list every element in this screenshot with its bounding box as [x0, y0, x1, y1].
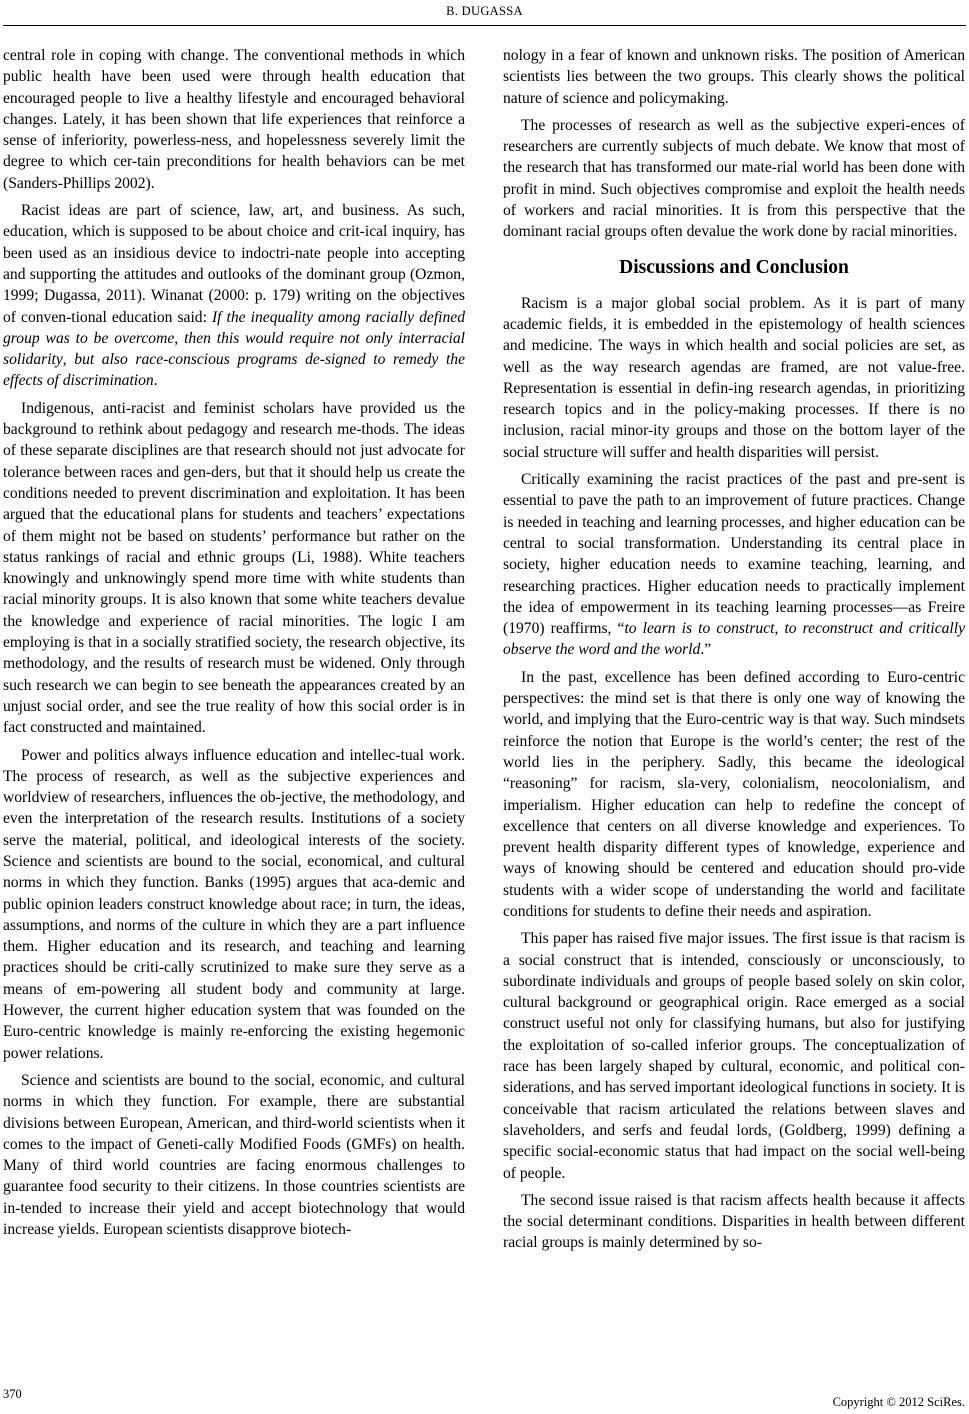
punctuation: , [774, 620, 785, 638]
paragraph [3, 200, 465, 392]
quote-italic: then this would require not only interracial solidarity [3, 329, 465, 369]
right-column [503, 45, 965, 1254]
punctuation: , [174, 329, 185, 347]
page-number: 370 [3, 1387, 22, 1401]
paragraph: Racism is a major global social problem. As it is part of many academic fields, it is embedded in the epistemology of health sciences and medicine. The ways in which health and social policies are set, as well as the way research agendas are framed, are not value-free. Representation is essential in defin-ing research agendas, in prioritizing research topics and in the policy-making processes. If there is no inclusion, racial minor-ity groups and those on the bottom layer of the social structure will suffer and health disparities will persist. [503, 294, 965, 461]
quote-italic: to reconstruct and critically observe the word and the world [503, 620, 965, 659]
paragraph: Science and scientists are bound to the social, economic, and cultural norms in which they function. For example, there are substantial divisions between European, American, and third-world scientists when it comes to the impact of Geneti-cally Modified Foods (GMFs) on health. Many of third world countries are facing enormous challenges to guarantee food security to their citizens. In those countries scientists are in-tended to increase their yield and accept biotechnology that would increase yields. European scientists disapprove biotech- [3, 1071, 465, 1239]
paragraph: nology in a fear of known and unknown risks. The position of American scientists lies between the two groups. This clearly shows the political nature of science and policymaking. [503, 47, 965, 107]
punctuation: .” [700, 641, 712, 659]
punctuation: , [62, 351, 75, 369]
section-heading: Discussions and Conclusion [619, 256, 849, 278]
paragraph: Indigenous, anti-racist and feminist scholars have provided us the background to rethink about pedagogy and research me-thods. The ideas of these separate disciplines are that research should not just advocate for tolerance between races and gen-ders, but that it should help us create the conditions needed to prevent discrimination and exploitation. It has been argued that the educational plans for students and teachers’ expectations of them might not be based on students’ performance but rather on the status rankings of racial and ethnic groups (Li, 1988). White teachers knowingly and unknowingly spend more time with white students than racial minority groups. It is also known that some white teachers devalue the knowledge and experience of racial minorities. The logic I am employing is that in a socially stratified society, the research objective, its methodology, and the results of research must be widened. Only through such research we can begin to see beneath the appearances created by an unjust social order, and see the true reality of how this social order is in fact constructed and maintained. [3, 399, 465, 737]
paragraph: In the past, excellence has been defined according to Euro-centric perspectives: the mind set is that there is only one way of knowing the world, and implying that the Euro-centric way is that way. Such mindsets reinforce the notion that Europe is the world’s center; the rest of the world lies in the periphery. Sadly, this became the ideological “reasoning” for racism, sla-very, colonialism, neocolonialism, and imperialism. Higher education can help to redefine the concept of excellence that centers on all diverse knowledge and experiences. To prevent health disparity different types of knowledge, experience and ways of knowing should be centered and education should pro-vide students with a wider scope of understanding the world and facilitate conditions for students to define their needs and aspiration. [503, 668, 965, 920]
paragraph-text: Racist ideas are part of science, law, art, and business. As such, education, which is supposed to be about choice and crit-ical inquiry, has been used as an insidious device to indoctri-nate people into accepting and supporting the attitudes and outlooks of the dominant group (Ozmon, 1999; Dugassa, 2011). Winanat (2000: p. 179) writing on the objectives of conven-tional education said: [3, 202, 465, 326]
copyright-notice: Copyright © 2012 SciRes. [832, 1395, 965, 1409]
paragraph-text: Critically examining the racist practices of the past and pre-sent is essential to pave the path to an improvement of future practices. Change is needed in teaching and learning processes, and higher education can be central to social transformation. Understanding its central place in society, higher education needs to examine teaching, learning, and researching practices. Higher education needs to practically implement the idea of empowerment in its teaching learning processes—as Freire (1970) reaffirms, “ [503, 471, 965, 638]
quote-italic: If the inequality among racially defined group was to be overcome [3, 308, 465, 347]
punctuation: . [153, 372, 158, 390]
paragraph [503, 469, 965, 661]
paragraph: The processes of research as well as the subjective experi-ences of researchers are currently subjects of much debate. We know that most of the research that has transformed our mate-rial world has been done with profit in mind. Such objectives compromise and exploit the health needs of workers and racial minorities. It is from this perspective that the dominant racial groups often devalue the work done by racial minorities. [503, 116, 965, 241]
header-rule [3, 25, 966, 26]
paragraph: The second issue raised is that racism affects health because it affects the social determinant conditions. Disparities in health between different racial groups is mainly determined by so- [503, 1191, 965, 1252]
quote-italic: but also race-conscious programs de-signed to remedy the effects of discrimination [3, 351, 465, 390]
quote-italic: to learn is to construct [624, 620, 775, 638]
paragraph: This paper has raised five major issues. The first issue is that racism is a social construct that is intended, consciously or unconsciously, to subordinate individuals and groups of people based solely on skin color, cultural background or geographical origin. Race emerged as a social construct useful not only for classifying humans, but also for justifying the exploitation of so-called inferior groups. The conceptualization of race has been largely shaped by cultural, economic, and political con-siderations, and has served important ideological functions in society. It is conceivable that racism articulated the relations between slaves and slaveholders, and serfs and feudal lords, (Goldberg, 1999) defining a specific social-economic status that had impact on the social well-being of people. [503, 930, 965, 1182]
running-head: B. DUGASSA [446, 4, 523, 18]
paragraph: Power and politics always influence education and intellec-tual work. The process of research, as well as the subjective experiences and worldview of researchers, influences the ob-jective, the methodology, and even the interpretation of the research results. Institutions of a society serve the material, political, and ideological interests of the society. Science and scientists are bound to the social, economical, and cultural norms in which they function. Banks (1995) argues that aca-demic and public opinion leaders construct knowledge about race; in turn, the ideas, assumptions, and norms of the culture in which they are a part influence them. Higher education and its research, and teaching and learning practices should be criti-cally scrutinized to make sure they serve as a means of em-powering all student body and community at large. However, the current higher education system that was founded on the Euro-centric knowledge is mainly re-enforcing the existing hegemonic power relations. [3, 746, 465, 1062]
paragraph: central role in coping with change. The conventional methods in which public health have been used were through health education that encouraged people to live a healthy lifestyle and encouraged behavioral changes. Lately, it has been shown that life experiences that reinforce a sense of inferiority, powerless-ness, and hopelessness severely limit the degree to which cer-tain preconditions for health behaviors can be met (Sanders-Phillips 2002). [3, 47, 465, 192]
left-column [3, 45, 465, 1240]
